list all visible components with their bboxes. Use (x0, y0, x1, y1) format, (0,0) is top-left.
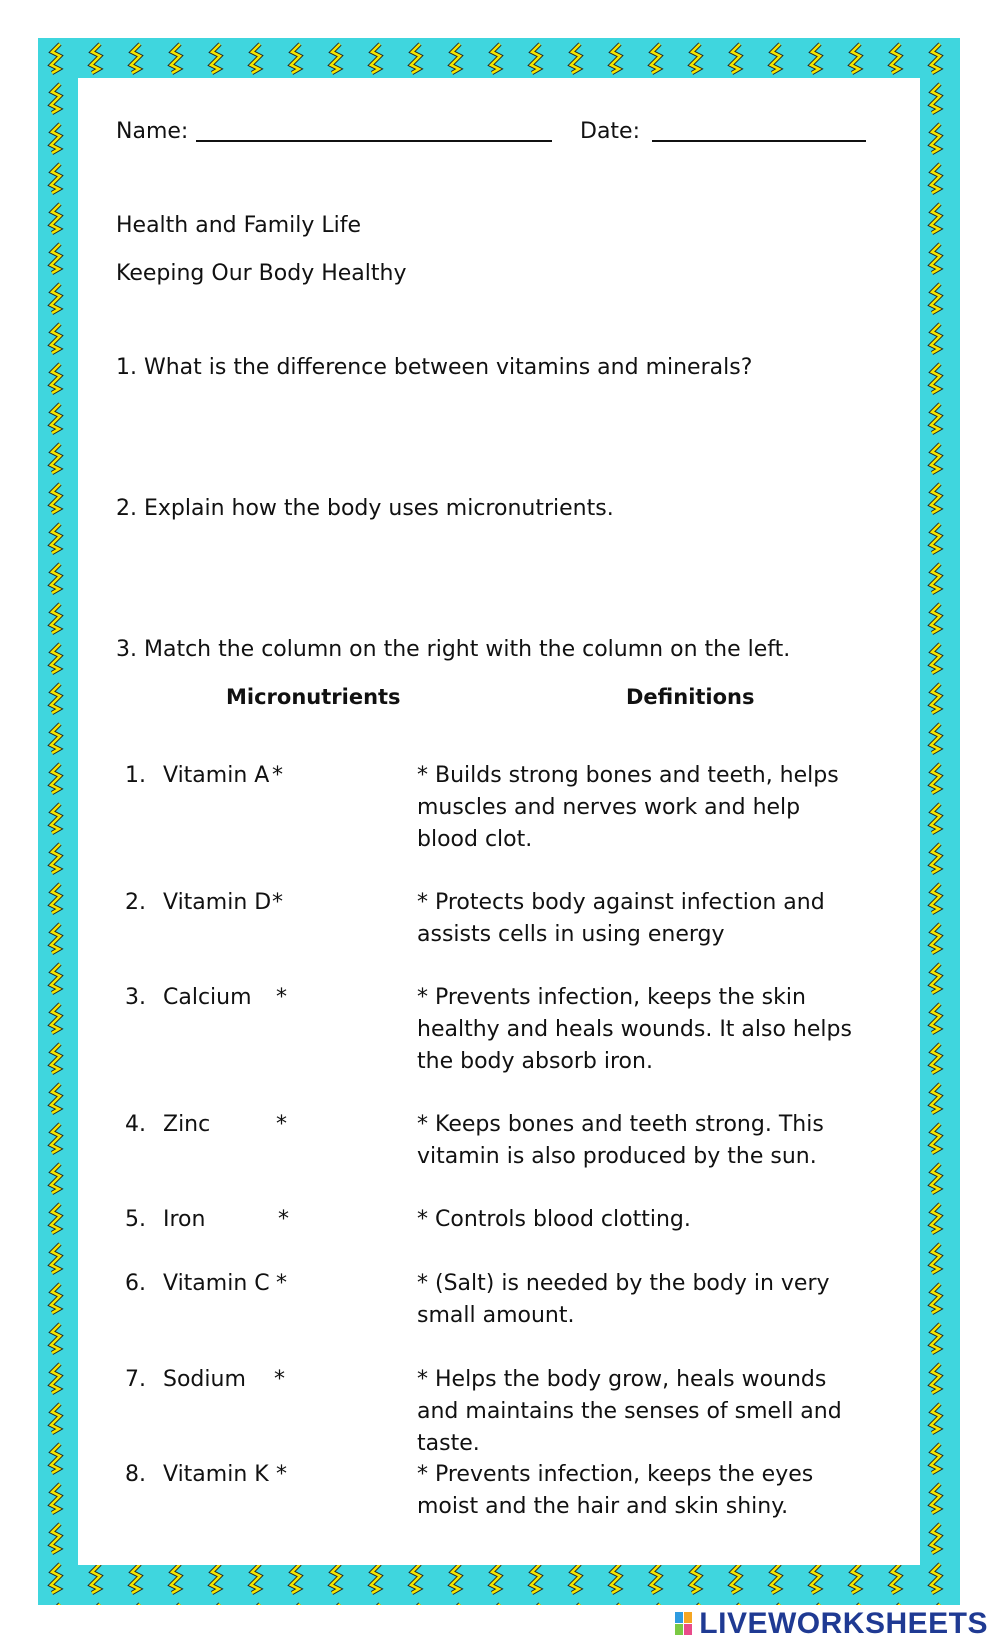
definition-1[interactable]: * Builds strong bones and teeth, helps muscles and nerves work and help blood clot. (417, 763, 839, 852)
item-calcium: Calcium (163, 985, 252, 1010)
name-label: Name: (116, 119, 189, 144)
item-number: 1. (125, 763, 146, 788)
item-vitamin-a: Vitamin A (163, 763, 270, 788)
item-number: 2. (125, 890, 146, 915)
match-point-left[interactable]: * (276, 1462, 287, 1487)
question-1: 1. What is the difference between vitamins and minerals? (116, 355, 753, 380)
match-point-left[interactable]: * (272, 890, 283, 915)
liveworksheets-watermark (675, 1605, 988, 1643)
item-number: 5. (125, 1207, 146, 1232)
topic-title: Keeping Our Body Healthy (116, 261, 407, 286)
item-number: 4. (125, 1112, 146, 1137)
question-3: 3. Match the column on the right with the column on the left. (116, 637, 791, 662)
item-number: 3. (125, 985, 146, 1010)
definition-8[interactable]: * Prevents infection, keeps the eyes moist and the hair and skin shiny. (417, 1462, 814, 1519)
item-sodium: Sodium (163, 1367, 246, 1392)
liveworksheets-logo-icon (675, 1612, 693, 1636)
definition-5[interactable]: * Controls blood clotting. (417, 1207, 691, 1232)
definition-3[interactable]: * Prevents infection, keeps the skin healthy and heals wounds. It also helps the body absorb iron. (417, 985, 852, 1074)
subject-title: Health and Family Life (116, 213, 362, 238)
item-number: 7. (125, 1367, 146, 1392)
match-point-left[interactable]: * (276, 985, 287, 1010)
item-iron: Iron (163, 1207, 206, 1232)
date-label: Date: (580, 119, 640, 144)
match-point-left[interactable]: * (278, 1207, 289, 1232)
liveworksheets-text: LIVEWORKSHEETS (699, 1607, 988, 1640)
micronutrients-heading: Micronutrients (226, 685, 401, 709)
question-2: 2. Explain how the body uses micronutrients. (116, 496, 614, 521)
item-zinc: Zinc (163, 1112, 211, 1137)
match-point-left[interactable]: * (274, 1367, 285, 1392)
item-number: 8. (125, 1462, 146, 1487)
name-answer-line[interactable] (196, 140, 552, 142)
item-number: 6. (125, 1271, 146, 1296)
item-vitamin-d: Vitamin D (163, 890, 272, 915)
match-point-left[interactable]: * (272, 763, 283, 788)
item-vitamin-c: Vitamin C (163, 1271, 270, 1296)
definition-4[interactable]: * Keeps bones and teeth strong. This vitamin is also produced by the sun. (417, 1112, 824, 1169)
definition-7[interactable]: * Helps the body grow, heals wounds and maintains the senses of smell and taste. (417, 1367, 842, 1456)
match-point-left[interactable]: * (276, 1271, 287, 1296)
definition-6[interactable]: * (Salt) is needed by the body in very small amount. (417, 1271, 830, 1328)
item-vitamin-k: Vitamin K (163, 1462, 269, 1487)
definitions-heading: Definitions (626, 685, 755, 709)
match-point-left[interactable]: * (276, 1112, 287, 1137)
definition-2[interactable]: * Protects body against infection and assists cells in using energy (417, 890, 825, 947)
date-answer-line[interactable] (652, 140, 866, 142)
